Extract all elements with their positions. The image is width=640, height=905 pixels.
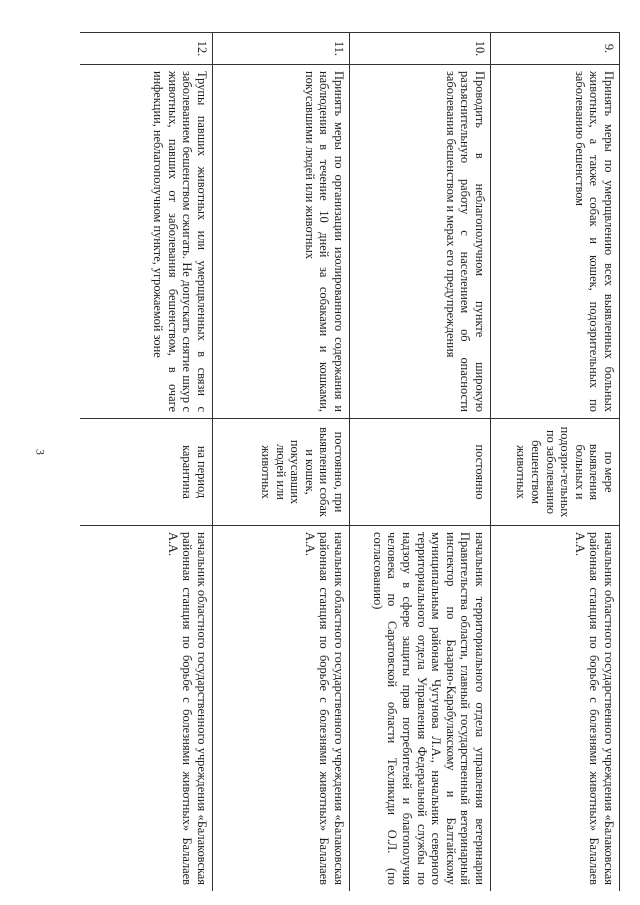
row-number: 11. [213,33,350,65]
term-text: постоянно, при выявлении собак и кошек, покусавших людей или животных [213,419,350,526]
action-text: Принять меры по организации изолированного содержания и наблюдения в течение 10 дней за собаками и кошками, покусавшими людей или животных [213,65,350,419]
row-number: 9. [491,33,620,65]
rotated-page-content [80,32,620,891]
term-text: на период карантина [80,419,213,526]
action-text: Принять меры по умерщвлению всех выявленных больных животных, а также собак и кошек, подозрительных по заболеванию бешенством [491,65,620,419]
table-row [213,33,350,892]
table-row [80,33,213,892]
measures-table [80,32,620,891]
responsible-text: начальник областного государственного учреждения «Балаковская районная станция по борьбе с болезнями животных» Балалаев А.А. [213,526,350,892]
term-text: по мере выявления больных и подозри-тельных по заболеванию бешенством животных [491,419,620,526]
page-number: 3 [33,449,48,455]
action-text: Проводить в неблагополучном пункте широкую разъяснительную работу с населением об опасности заболевания бешенством и мерах его предупреждения [350,65,491,419]
table-row [350,33,491,892]
row-number: 12. [80,33,213,65]
term-text: постоянно [350,419,491,526]
responsible-text: начальник областного государственного учреждения «Балаковская районная станция по борьбе с болезнями животных» Балалаев А.А. [80,526,213,892]
responsible-text: начальник областного государственного учреждения «Балаковская районная станция по борьбе с болезнями животных» Балалаев А.А. [491,526,620,892]
table-row [491,33,620,892]
rotated-table-frame [80,32,620,891]
action-text: Трупы павших животных или умерщвленных в связи с заболеванием бешенством сжигать. Не допускать снятие шкур с животных, павших от заболевания бешенством, в очаге инфекции, неблагополучном пункте, угрожаемой зоне [80,65,213,419]
row-number: 10. [350,33,491,65]
responsible-text: начальник территориального отдела управления ветеринарии Правительства области, главный государственный ветеринарный инспектор по Базарно-Карабулакскому и Балтайскому муниципальным районам Чугунова Л.А., начальник северного территориального отдела Управления Федеральной службы по надзору в сфере защиты прав потребителей и благополучия человека по Саратовской области Техликиди О.Л. (по согласованию) [350,526,491,892]
